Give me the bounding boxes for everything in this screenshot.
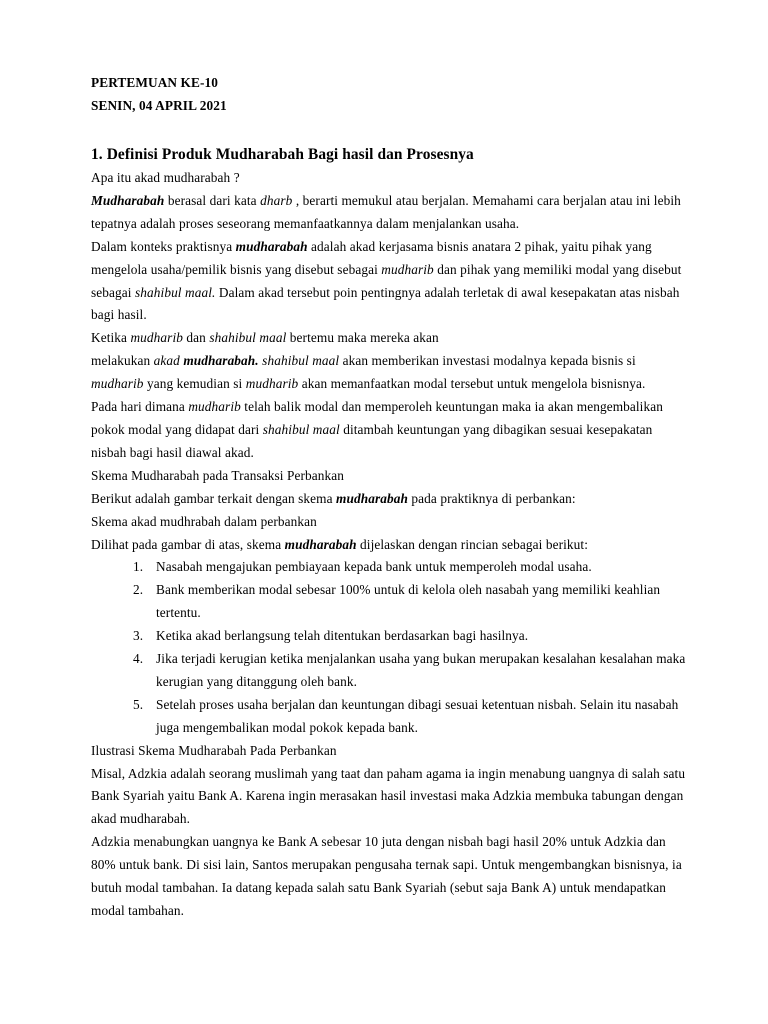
document-header xyxy=(91,72,691,117)
list-text: Bank memberikan modal sebesar 100% untuk di kelola oleh nasabah yang memiliki keahlian tertentu. xyxy=(156,582,661,621)
paragraph-scheme-title: Skema Mudharabah pada Transaksi Perbankan xyxy=(91,467,344,483)
paragraph-context: Dalam konteks praktisnya mudharabah adalah akad kerjasama bisnis anatara 2 pihak, yaitu pihak yang mengelola usaha/pemilik bisnis yang disebut sebagai mudharib dan pihak yang memiliki modal yang disebut sebagai shahibul maal. Dalam akad tersebut poin pentingnya adalah terletak di awal kesepakatan atas nisbah bagi hasil. xyxy=(91,238,682,323)
list-item xyxy=(91,556,691,579)
list-item xyxy=(91,694,691,740)
list-number: 1. xyxy=(133,559,144,575)
list-number: 5. xyxy=(133,696,144,712)
paragraph-illustration-2: Adzkia menabungkan uangnya ke Bank A sebesar 10 juta dengan nisbah bagi hasil 20% untuk Adzkia dan 80% untuk bank. Di sisi lain, Santos merupakan pengusaha ternak sapi. Untuk mengembangkan bisnisnya, ia butuh modal tambahan. Ia datang kepada salah satu Bank Syariah (sebut saja Bank A) untuk mendapatkan modal tambahan. xyxy=(91,834,682,918)
document-body xyxy=(91,167,691,923)
list-number: 2. xyxy=(133,582,144,598)
paragraph-scheme-explain: Dilihat pada gambar di atas, skema mudharabah dijelaskan dengan rincian sebagai berikut: xyxy=(91,536,588,552)
list-text: Jika terjadi kerugian ketika menjalankan usaha yang bukan merupakan kesalahan kesalahan maka kerugian yang ditanggung oleh bank. xyxy=(156,651,686,689)
list-text: Setelah proses usaha berjalan dan keuntungan dibagi sesuai ketentuan nisbah. Selain itu nasabah juga mengembalikan modal pokok kepada bank. xyxy=(156,696,679,735)
list-item xyxy=(91,625,691,648)
list-item xyxy=(91,648,691,694)
paragraph-illustration-1: Misal, Adzkia adalah seorang muslimah yang taat dan paham agama ia ingin menabung uangnya di salah satu Bank Syariah yaitu Bank A. Karena ingin merasakan hasil investasi maka Adzkia membuka tabungan dengan akad mudharabah. xyxy=(91,765,686,827)
date-label: SENIN, 04 APRIL 2021 xyxy=(91,97,227,113)
list-item xyxy=(91,579,691,625)
meeting-label: PERTEMUAN KE-10 xyxy=(91,75,218,90)
list-number: 4. xyxy=(133,651,144,667)
scheme-steps-list xyxy=(91,556,691,739)
section-title: 1. Definisi Produk Mudharabah Bagi hasil dan Prosesnya xyxy=(91,146,474,163)
list-text: Ketika akad berlangsung telah ditentukan berdasarkan bagi hasilnya. xyxy=(156,628,529,644)
paragraph-definition: Mudharabah berasal dari kata dharb , berarti memukul atau berjalan. Memahami cara berjalan atau ini lebih tepatnya adalah proses seseorang memanfaatkannya dalam menjalankan usaha. xyxy=(91,192,681,231)
list-text: Nasabah mengajukan pembiayaan kepada bank untuk memperoleh modal usaha. xyxy=(156,559,592,575)
document-page xyxy=(91,72,691,923)
paragraph-return: Pada hari dimana mudharib telah balik modal dan memperoleh keuntungan maka ia akan mengembalikan pokok modal yang didapat dari shahibul maal ditambah keuntungan yang dibagikan sesuai kesepakatan nisbah bagi hasil diawal akad. xyxy=(91,399,663,460)
list-number: 3. xyxy=(133,628,144,644)
paragraph-figure-caption: Skema akad mudhrabah dalam perbankan xyxy=(91,513,317,529)
paragraph-question: Apa itu akad mudharabah ? xyxy=(91,170,240,185)
paragraph-scheme-intro: Berikut adalah gambar terkait dengan skema mudharabah pada praktiknya di perbankan: xyxy=(91,490,576,506)
paragraph-illustration-title: Ilustrasi Skema Mudharabah Pada Perbankan xyxy=(91,742,337,758)
paragraph-meeting: Ketika mudharib dan shahibul maal bertemu maka mereka akan melakukan akad mudharabah. shahibul maal akan memberikan investasi modalnya kepada bisnis si mudharib yang kemudian si mudharib akan memanfaatkan modal tersebut untuk mengelola bisnisnya. xyxy=(91,330,646,392)
